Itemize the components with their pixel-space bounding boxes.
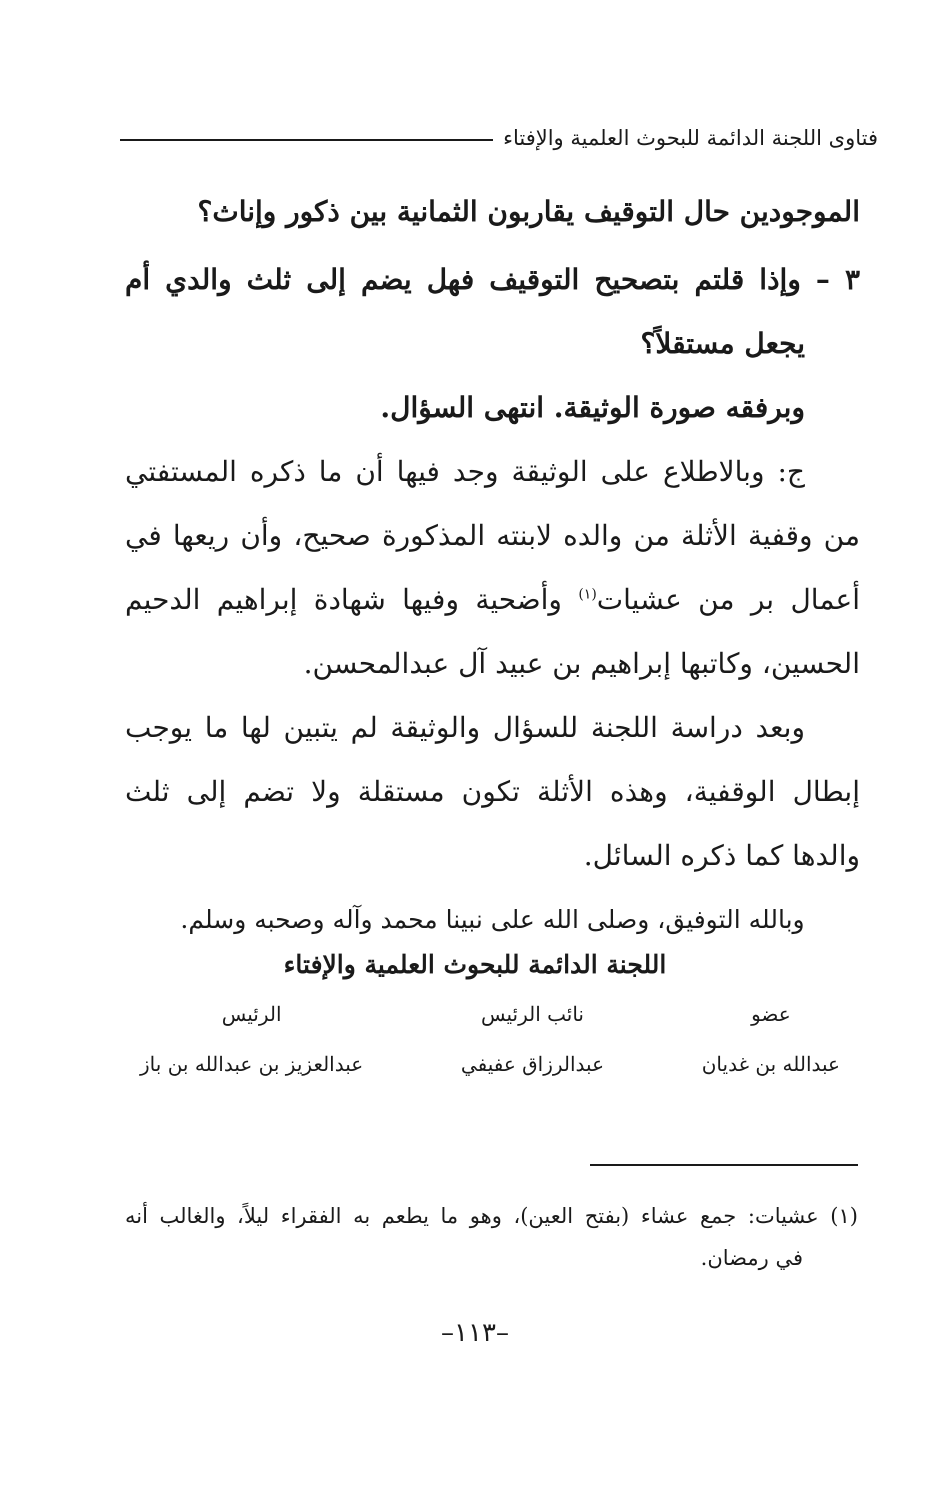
answer-line-3-end: وأضحية وفيها شهادة إبراهيم الدحيم [125, 583, 579, 616]
running-header [120, 118, 878, 158]
vice-chairman-role: نائب الرئيس [480, 1002, 584, 1026]
header-rule [120, 139, 493, 141]
question-3-line-1: ٣ – وإذا قلتم بتصحيح التوقيف فهل يضم إلى ثلث والدي أم [125, 263, 860, 296]
signature-vice-chairman [461, 1002, 604, 1076]
page-number: –١١٣– [441, 1318, 509, 1348]
chairman-role: الرئيس [221, 1002, 282, 1026]
member-name: عبدالله بن غديان [701, 1052, 840, 1076]
signature-member [702, 1002, 840, 1076]
footnote-line-2: في رمضان. [700, 1246, 803, 1270]
answer-line-5: وبعد دراسة اللجنة للسؤال والوثيقة لم يتبين لها ما يوجب [125, 711, 805, 744]
member-role: عضو [751, 1002, 791, 1026]
attachment-note [125, 376, 860, 440]
answer-line-2: من وقفية الأثلة من والده لابنته المذكورة صحيح، وأن ريعها في [125, 519, 860, 552]
answer-line-7: والدها كما ذكره السائل. [583, 839, 860, 872]
signature-block [140, 1002, 840, 1076]
answer-line-1: ج: وبالاطلاع على الوثيقة وجد فيها أن ما ذكره المستفتي [125, 455, 805, 488]
signature-chairman [140, 1002, 363, 1076]
closing-paragraph [125, 888, 860, 952]
question-continuation [125, 180, 860, 244]
closing-line: وبالله التوفيق، وصلى الله على نبينا محمد وآله وصحبه وسلم. [180, 905, 805, 934]
question-3-line-2: يجعل مستقلاً؟ [640, 327, 805, 360]
running-title: فتاوى اللجنة الدائمة للبحوث العلمية والإفتاء [503, 126, 878, 150]
footnote-line-1: (١) عشيات: جمع عشاء (بفتح العين)، وهو ما يطعم به الفقراء ليلاً، والغالب أنه [125, 1204, 858, 1228]
attachment-line: وبرفقه صورة الوثيقة. انتهى السؤال. [380, 391, 805, 424]
footnote-rule [590, 1164, 858, 1166]
answer-line-3-start: أعمال بر من عشيات [596, 583, 860, 616]
vice-chairman-name: عبدالرزاق عفيفي [460, 1052, 605, 1076]
answer-line-3 [125, 568, 860, 632]
study-paragraph [125, 696, 860, 888]
answer-line-4: الحسين، وكاتبها إبراهيم بن عبيد آل عبدالمحسن. [303, 647, 860, 680]
answer-paragraph [125, 440, 860, 696]
question-3 [125, 248, 860, 376]
committee-title: اللجنة الدائمة للبحوث العلمية والإفتاء [283, 950, 667, 979]
question-line: الموجودين حال التوقيف يقاربون الثمانية بين ذكور وإناث؟ [197, 195, 860, 228]
footnote-marker: (١) [578, 586, 597, 603]
footnote [125, 1195, 858, 1279]
answer-line-6: إبطال الوقفية، وهذه الأثلة تكون مستقلة ولا تضم إلى ثلث [125, 775, 860, 808]
chairman-name: عبدالعزيز بن عبدالله بن باز [140, 1052, 364, 1076]
